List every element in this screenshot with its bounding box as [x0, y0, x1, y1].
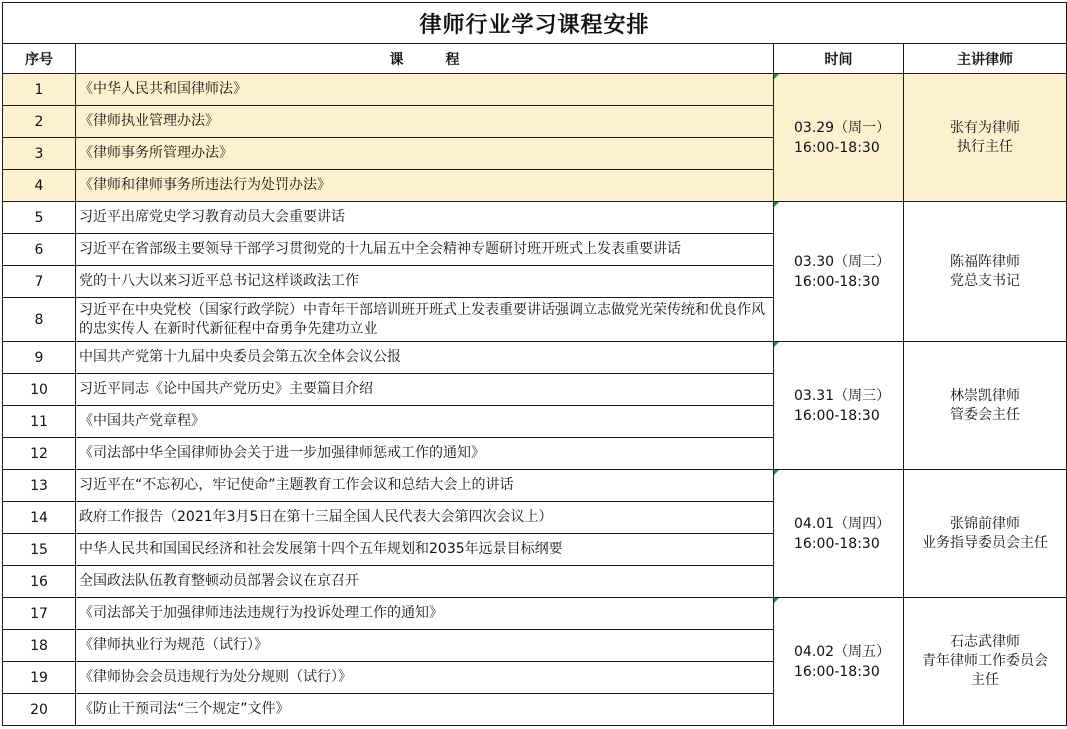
row-course: 《司法部关于加强律师违法违规行为投诉处理工作的通知》: [76, 598, 774, 630]
session-date: 03.29（周一）: [794, 119, 891, 136]
session-hours: 16:00-18:30: [794, 139, 880, 156]
session-hours: 16:00-18:30: [794, 535, 880, 552]
row-course: 中国共产党第十九届中央委员会第五次全体会议公报: [76, 342, 774, 374]
row-course: 政府工作报告（2021年3月5日在第十三届全国人民代表大会第四次会议上）: [76, 502, 774, 534]
row-index: 11: [3, 406, 76, 438]
row-course: 《律师执业行为规范（试行）》: [76, 630, 774, 662]
header-row: [3, 44, 1067, 74]
row-course: 全国政法队伍教育整顿动员部署会议在京召开: [76, 566, 774, 598]
table-row: [3, 598, 1067, 630]
session-lecturer: [904, 598, 1067, 726]
lecturer-title: 党总支书记: [950, 272, 1020, 289]
row-index: 6: [3, 234, 76, 266]
row-index: 10: [3, 374, 76, 406]
row-index: 15: [3, 534, 76, 566]
table-row: [3, 74, 1067, 106]
row-course: 《律师执业管理办法》: [76, 106, 774, 138]
row-index: 20: [3, 694, 76, 726]
session-date: 04.02（周五）: [794, 643, 891, 660]
lecturer-name: 张有为律师: [950, 119, 1020, 136]
row-index: 5: [3, 202, 76, 234]
row-course: 《中华人民共和国律师法》: [76, 74, 774, 106]
row-index: 9: [3, 342, 76, 374]
table-row: [3, 342, 1067, 374]
row-course: 《律师协会会员违规行为处分规则（试行）》: [76, 662, 774, 694]
row-index: 12: [3, 438, 76, 470]
lecturer-name: 陈福阵律师: [950, 253, 1020, 270]
header-index: 序号: [3, 44, 76, 74]
session-date: 04.01（周四）: [794, 515, 891, 532]
session-time: [774, 74, 904, 202]
session-date: 03.31（周三）: [794, 387, 891, 404]
table-row: [3, 470, 1067, 502]
row-course: 党的十八大以来习近平总书记这样谈政法工作: [76, 266, 774, 298]
session-time: [774, 202, 904, 342]
session-lecturer: [904, 202, 1067, 342]
row-course: 习近平在中央党校（国家行政学院）中青年干部培训班开班式上发表重要讲话强调立志做党光荣传统和优良作风的忠实传人 在新时代新征程中奋勇争先建功立业: [76, 298, 774, 342]
lecturer-name: 林崇凯律师: [950, 387, 1020, 404]
session-time: [774, 598, 904, 726]
row-index: 7: [3, 266, 76, 298]
row-index: 16: [3, 566, 76, 598]
header-lecturer: 主讲律师: [904, 44, 1067, 74]
row-course: 《律师事务所管理办法》: [76, 138, 774, 170]
row-index: 13: [3, 470, 76, 502]
row-course: 习近平出席党史学习教育动员大会重要讲话: [76, 202, 774, 234]
row-index: 4: [3, 170, 76, 202]
sheet-title: 律师行业学习课程安排: [3, 3, 1067, 44]
row-course: 《律师和律师事务所违法行为处罚办法》: [76, 170, 774, 202]
row-index: 3: [3, 138, 76, 170]
lecturer-title: 管委会主任: [950, 406, 1020, 423]
row-course: 习近平在省部级主要领导干部学习贯彻党的十九届五中全会精神专题研讨班开班式上发表重要讲话: [76, 234, 774, 266]
course-schedule-table: [2, 2, 1067, 726]
lecturer-name: 石志武律师: [950, 634, 1020, 650]
row-index: 18: [3, 630, 76, 662]
session-date: 03.30（周二）: [794, 253, 891, 270]
row-course: 习近平同志《论中国共产党历史》主要篇目介绍: [76, 374, 774, 406]
row-course: 中华人民共和国国民经济和社会发展第十四个五年规划和2035年远景目标纲要: [76, 534, 774, 566]
row-index: 14: [3, 502, 76, 534]
session-hours: 16:00-18:30: [794, 407, 880, 424]
session-hours: 16:00-18:30: [794, 273, 880, 290]
lecturer-title: 青年律师工作委员会: [922, 653, 1048, 669]
row-course: 《防止干预司法“三个规定”文件》: [76, 694, 774, 726]
session-hours: 16:00-18:30: [794, 663, 880, 680]
row-index: 19: [3, 662, 76, 694]
row-course: 《中国共产党章程》: [76, 406, 774, 438]
row-index: 1: [3, 74, 76, 106]
lecturer-title: 业务指导委员会主任: [922, 534, 1048, 551]
lecturer-title: 主任: [971, 672, 999, 688]
session-lecturer: [904, 342, 1067, 470]
row-index: 17: [3, 598, 76, 630]
row-index: 8: [3, 298, 76, 342]
header-course: 课 程: [76, 44, 774, 74]
lecturer-name: 张锦前律师: [950, 515, 1020, 532]
header-time: 时间: [774, 44, 904, 74]
row-index: 2: [3, 106, 76, 138]
session-time: [774, 470, 904, 598]
row-course: 《司法部中华全国律师协会关于进一步加强律师惩戒工作的通知》: [76, 438, 774, 470]
lecturer-title: 执行主任: [957, 138, 1013, 155]
session-lecturer: [904, 74, 1067, 202]
session-lecturer: [904, 470, 1067, 598]
row-course: 习近平在“不忘初心，牢记使命”主题教育工作会议和总结大会上的讲话: [76, 470, 774, 502]
table-row: [3, 202, 1067, 234]
session-time: [774, 342, 904, 470]
